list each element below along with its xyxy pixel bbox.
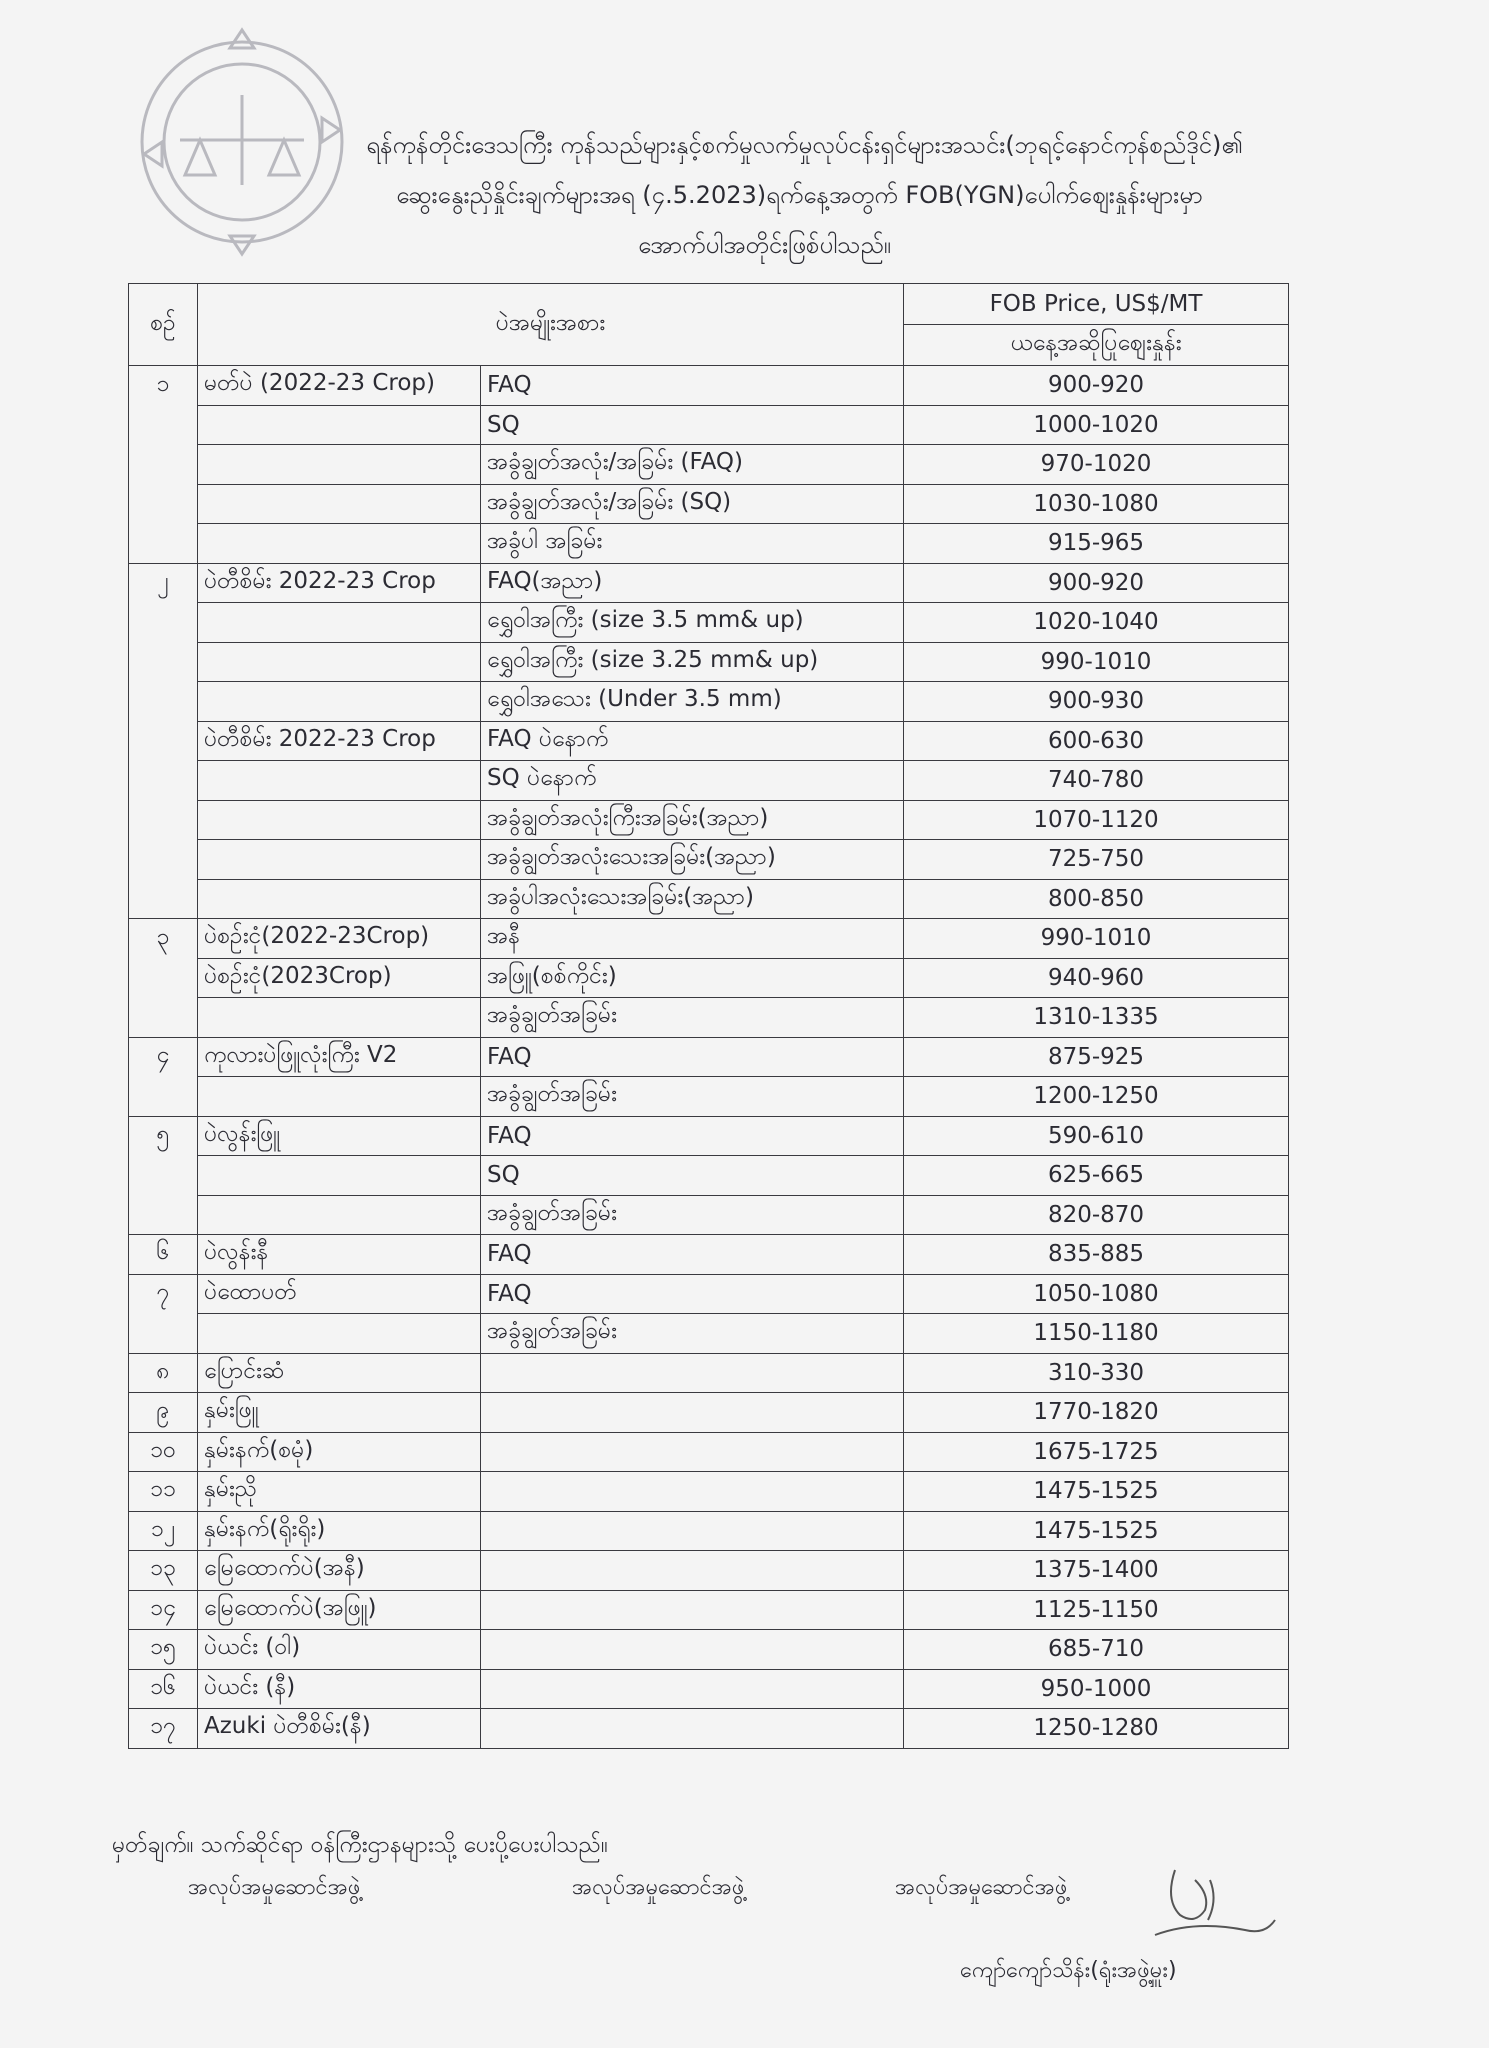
row-number: ၆	[129, 1235, 198, 1275]
table-row	[129, 682, 1289, 722]
row-number	[129, 603, 198, 643]
document-header	[0, 120, 1489, 270]
row-grade: အခွံချွတ်အလုံး/အခြမ်း (FAQ)	[481, 445, 904, 485]
row-grade: SQ	[481, 1156, 904, 1196]
row-number	[129, 761, 198, 801]
table-header-row	[129, 284, 1289, 325]
row-number: ၁၀	[129, 1432, 198, 1472]
row-price: 900-920	[904, 563, 1289, 603]
table-row	[129, 642, 1289, 682]
row-price: 600-630	[904, 721, 1289, 761]
row-item	[198, 998, 481, 1038]
row-price: 990-1010	[904, 919, 1289, 959]
row-grade: အခွံချွတ်အလုံး/အခြမ်း (SQ)	[481, 484, 904, 524]
row-number: ၁၆	[129, 1669, 198, 1709]
row-price: 950-1000	[904, 1669, 1289, 1709]
row-number	[129, 840, 198, 880]
table-row	[129, 1314, 1289, 1354]
row-price: 970-1020	[904, 445, 1289, 485]
table-row	[129, 405, 1289, 445]
row-grade	[481, 1511, 904, 1551]
row-grade: SQ	[481, 405, 904, 445]
row-price: 835-885	[904, 1235, 1289, 1275]
table-row	[129, 958, 1289, 998]
row-number: ၃	[129, 919, 198, 959]
row-item: နှမ်းနက်(ရိုးရိုး)	[198, 1511, 481, 1551]
row-number	[129, 1195, 198, 1235]
row-item	[198, 603, 481, 643]
row-number	[129, 800, 198, 840]
row-price: 310-330	[904, 1353, 1289, 1393]
row-price: 625-665	[904, 1156, 1289, 1196]
row-item: မြေထောက်ပဲ(အဖြူ)	[198, 1590, 481, 1630]
row-grade: အခွံချွတ်အလုံးကြီးအခြမ်း(အညာ)	[481, 800, 904, 840]
row-price: 1375-1400	[904, 1551, 1289, 1591]
row-item: မတ်ပဲ (2022-23 Crop)	[198, 366, 481, 406]
row-number	[129, 642, 198, 682]
table-row	[129, 366, 1289, 406]
row-item: ပဲယင်း (ဝါ)	[198, 1630, 481, 1670]
row-item	[198, 682, 481, 722]
row-grade: FAQ ပဲနောက်	[481, 721, 904, 761]
row-grade	[481, 1669, 904, 1709]
row-item: ပဲယင်း (နီ)	[198, 1669, 481, 1709]
row-item: မြေထောက်ပဲ(အနီ)	[198, 1551, 481, 1591]
table-row	[129, 879, 1289, 919]
table-row	[129, 1551, 1289, 1591]
row-item: နှမ်းညို	[198, 1472, 481, 1512]
row-number	[129, 879, 198, 919]
row-price: 1250-1280	[904, 1709, 1289, 1749]
row-item	[198, 800, 481, 840]
row-item: Azuki ပဲတီစိမ်း(နီ)	[198, 1709, 481, 1749]
table-row	[129, 1195, 1289, 1235]
row-grade: FAQ	[481, 366, 904, 406]
row-number: ၁၁	[129, 1472, 198, 1512]
row-item: ပဲစဉ်းငုံ(2023Crop)	[198, 958, 481, 998]
row-price: 875-925	[904, 1037, 1289, 1077]
footer-note: မှတ်ချက်။ သက်ဆိုင်ရာ ဝန်ကြီးဌာနများသို့ ပေးပို့ပေးပါသည်။	[112, 1832, 608, 1858]
col-header-no: စဉ်	[129, 284, 198, 366]
table-row	[129, 524, 1289, 564]
row-price: 900-920	[904, 366, 1289, 406]
row-item	[198, 1077, 481, 1117]
row-item: ပဲလွန်းဖြူ	[198, 1116, 481, 1156]
row-number: ၉	[129, 1393, 198, 1433]
row-grade: SQ ပဲနောက်	[481, 761, 904, 801]
signer-name: ကျော်ကျော်သိန်း(ရုံးအဖွဲ့မှူး)	[960, 1958, 1177, 1983]
row-item	[198, 405, 481, 445]
row-item: ပဲစဉ်းငုံ(2022-23Crop)	[198, 919, 481, 959]
row-item: ပဲလွန်းနီ	[198, 1235, 481, 1275]
row-item	[198, 1314, 481, 1354]
row-price: 1150-1180	[904, 1314, 1289, 1354]
table-row	[129, 1590, 1289, 1630]
row-item: ကုလားပဲဖြူလုံးကြီး V2	[198, 1037, 481, 1077]
row-price: 1030-1080	[904, 484, 1289, 524]
row-grade: FAQ(အညာ)	[481, 563, 904, 603]
price-table	[128, 283, 1289, 1749]
row-price: 1020-1040	[904, 603, 1289, 643]
row-grade	[481, 1353, 904, 1393]
row-number: ၅	[129, 1116, 198, 1156]
row-number	[129, 721, 198, 761]
row-grade	[481, 1393, 904, 1433]
row-grade	[481, 1590, 904, 1630]
table-row	[129, 1077, 1289, 1117]
signature-label-1: အလုပ်အမှုဆောင်အဖွဲ့	[188, 1875, 361, 1900]
row-price: 740-780	[904, 761, 1289, 801]
row-price: 1070-1120	[904, 800, 1289, 840]
table-row	[129, 1432, 1289, 1472]
row-number: ၁၅	[129, 1630, 198, 1670]
row-item: ပဲတီစိမ်း 2022-23 Crop	[198, 563, 481, 603]
row-price: 915-965	[904, 524, 1289, 564]
col-header-price: FOB Price, US$/MT	[904, 284, 1289, 325]
row-number	[129, 998, 198, 1038]
table-row	[129, 721, 1289, 761]
row-number	[129, 682, 198, 722]
row-price: 940-960	[904, 958, 1289, 998]
table-row	[129, 563, 1289, 603]
table-row	[129, 840, 1289, 880]
row-item	[198, 761, 481, 801]
row-item	[198, 879, 481, 919]
row-grade	[481, 1432, 904, 1472]
row-price: 990-1010	[904, 642, 1289, 682]
row-price: 590-610	[904, 1116, 1289, 1156]
row-number	[129, 1156, 198, 1196]
row-price: 1000-1020	[904, 405, 1289, 445]
row-price: 1125-1150	[904, 1590, 1289, 1630]
table-row	[129, 1353, 1289, 1393]
row-grade	[481, 1551, 904, 1591]
row-number: ၄	[129, 1037, 198, 1077]
row-price: 685-710	[904, 1630, 1289, 1670]
table-row	[129, 1669, 1289, 1709]
row-number	[129, 1077, 198, 1117]
row-price: 1675-1725	[904, 1432, 1289, 1472]
price-table-body	[129, 366, 1289, 1749]
row-number: ၁	[129, 366, 198, 406]
row-grade	[481, 1630, 904, 1670]
row-grade: ရွှေဝါအသေး (Under 3.5 mm)	[481, 682, 904, 722]
row-item	[198, 484, 481, 524]
row-number	[129, 524, 198, 564]
table-row	[129, 1709, 1289, 1749]
row-item: နှမ်းဖြူ	[198, 1393, 481, 1433]
table-row	[129, 761, 1289, 801]
col-header-item: ပဲအမျိုးအစား	[198, 284, 904, 366]
row-grade: ရွှေဝါအကြီး (size 3.5 mm& up)	[481, 603, 904, 643]
row-grade	[481, 1709, 904, 1749]
row-number	[129, 1314, 198, 1354]
table-row	[129, 800, 1289, 840]
table-row	[129, 1630, 1289, 1670]
row-grade: အခွံပါ အခြမ်း	[481, 524, 904, 564]
table-row	[129, 1393, 1289, 1433]
row-item	[198, 642, 481, 682]
row-number: ၁၄	[129, 1590, 198, 1630]
row-number: ၂	[129, 563, 198, 603]
table-row	[129, 919, 1289, 959]
row-grade: အခွံချွတ်အခြမ်း	[481, 1195, 904, 1235]
row-price: 1050-1080	[904, 1274, 1289, 1314]
table-row	[129, 1156, 1289, 1196]
header-line-1: ရန်ကုန်တိုင်းဒေသကြီး ကုန်သည်များနှင့်စက်မှုလက်မှုလုပ်ငန်းရှင်များအသင်း(ဘုရင့်နောင်ကုန်စည်ဒိုင်)၏	[366, 131, 1243, 159]
row-grade: FAQ	[481, 1037, 904, 1077]
row-number	[129, 484, 198, 524]
row-grade: FAQ	[481, 1274, 904, 1314]
row-grade: FAQ	[481, 1235, 904, 1275]
row-grade: ရွှေဝါအကြီး (size 3.25 mm& up)	[481, 642, 904, 682]
row-grade: အခွံချွတ်အခြမ်း	[481, 998, 904, 1038]
row-price: 1770-1820	[904, 1393, 1289, 1433]
row-item	[198, 445, 481, 485]
row-grade: အနီ	[481, 919, 904, 959]
row-grade: အခွံချွတ်အခြမ်း	[481, 1077, 904, 1117]
signature-label-2: အလုပ်အမှုဆောင်အဖွဲ့	[572, 1875, 745, 1900]
table-row	[129, 603, 1289, 643]
row-item	[198, 840, 481, 880]
row-item: ပဲတီစိမ်း 2022-23 Crop	[198, 721, 481, 761]
row-price: 1200-1250	[904, 1077, 1289, 1117]
row-grade: အဖြူ(စစ်ကိုင်း)	[481, 958, 904, 998]
table-row	[129, 998, 1289, 1038]
row-price: 1475-1525	[904, 1511, 1289, 1551]
table-row	[129, 1274, 1289, 1314]
header-line-2: ဆွေးနွေးညှိနှိုင်းချက်များအရ (၄.5.2023)ရက်နေ့အတွက် FOB(YGN)ပေါက်ဈေးနှုန်းများမှာ	[396, 181, 1203, 209]
row-grade: အခွံချွတ်အခြမ်း	[481, 1314, 904, 1354]
table-row	[129, 1037, 1289, 1077]
row-item	[198, 1156, 481, 1196]
table-row	[129, 484, 1289, 524]
row-price: 1310-1335	[904, 998, 1289, 1038]
signature-label-3: အလုပ်အမှုဆောင်အဖွဲ့	[895, 1875, 1068, 1900]
row-price: 820-870	[904, 1195, 1289, 1235]
row-grade: အခွံပါအလုံးသေးအခြမ်း(အညာ)	[481, 879, 904, 919]
col-header-price-sub: ယနေ့အဆိုပြုဈေးနှုန်း	[904, 325, 1289, 366]
table-row	[129, 1472, 1289, 1512]
row-number: ၈	[129, 1353, 198, 1393]
row-number: ၁၃	[129, 1551, 198, 1591]
table-row	[129, 1235, 1289, 1275]
row-price: 800-850	[904, 879, 1289, 919]
row-number	[129, 958, 198, 998]
handwritten-signature	[1135, 1860, 1285, 1960]
row-grade: အခွံချွတ်အလုံးသေးအခြမ်း(အညာ)	[481, 840, 904, 880]
row-grade: FAQ	[481, 1116, 904, 1156]
row-number: ၇	[129, 1274, 198, 1314]
row-grade	[481, 1472, 904, 1512]
row-number	[129, 405, 198, 445]
row-price: 1475-1525	[904, 1472, 1289, 1512]
row-price: 725-750	[904, 840, 1289, 880]
row-number: ၁၇	[129, 1709, 198, 1749]
table-row	[129, 1511, 1289, 1551]
table-row	[129, 445, 1289, 485]
row-item: နှမ်းနက်(စမုံ)	[198, 1432, 481, 1472]
row-item	[198, 1195, 481, 1235]
row-price: 900-930	[904, 682, 1289, 722]
row-number	[129, 445, 198, 485]
row-item: ပဲထောပတ်	[198, 1274, 481, 1314]
row-item	[198, 524, 481, 564]
row-item: ပြောင်းဆံ	[198, 1353, 481, 1393]
row-number: ၁၂	[129, 1511, 198, 1551]
header-line-3: အောက်ပါအတိုင်းဖြစ်ပါသည်။	[638, 231, 891, 259]
table-row	[129, 1116, 1289, 1156]
